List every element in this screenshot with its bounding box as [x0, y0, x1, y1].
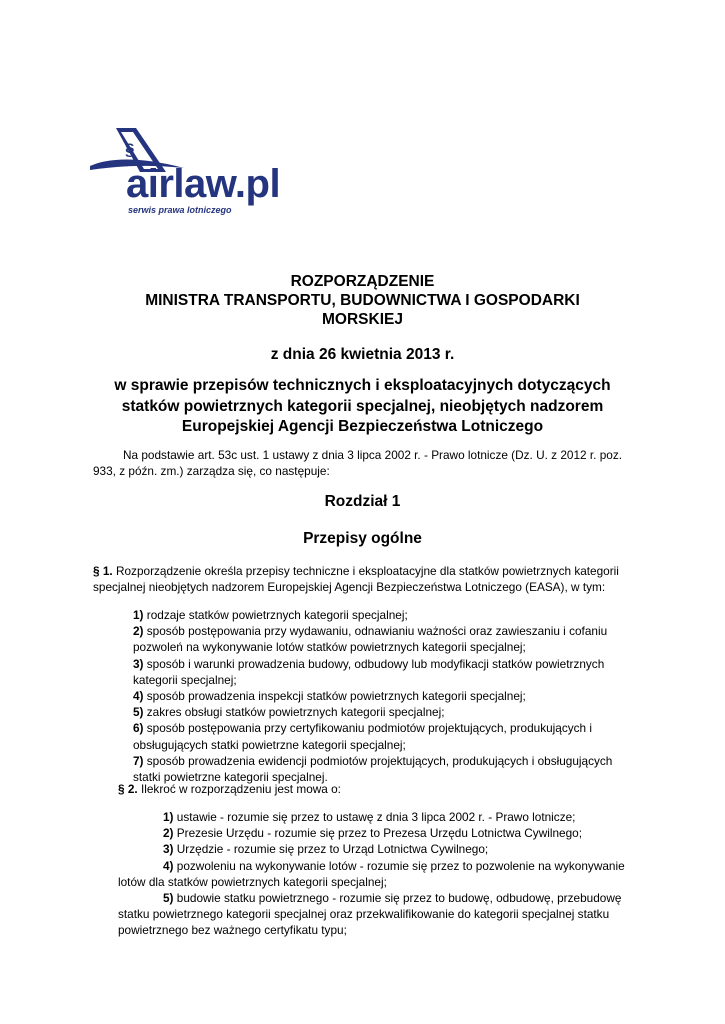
list-item	[118, 809, 633, 825]
paragraph-1	[93, 563, 628, 595]
document-title	[60, 272, 665, 329]
list-item	[133, 688, 633, 704]
item-number: 3)	[163, 842, 174, 857]
title-line-2: MINISTRA TRANSPORTU, BUDOWNICTWA I GOSPODARKI	[145, 292, 580, 309]
item-text: zakres obsługi statków powietrznych kategorii specjalnej;	[146, 705, 445, 720]
item-text: sposób prowadzenia inspekcji statków powietrznych kategorii specjalnej;	[146, 689, 526, 704]
item-text: rodzaje statków powietrznych kategorii specjalnej;	[146, 608, 408, 622]
item-number: 4)	[163, 858, 174, 873]
subject-line-2: statków powietrznych kategorii specjalnej, nieobjętych nadzorem	[121, 397, 604, 415]
paragraph-2	[118, 781, 618, 797]
item-number: 2)	[163, 826, 174, 841]
item-text: budowie statku powietrznego - rozumie się przez to budowę, odbudowę, przebudowę statku powietrznego kategorii specjalnej oraz przekwalifikowanie do kategorii specjalnej statku powietrznego bez ważnego certyfikatu typu;	[118, 891, 622, 938]
list-item	[118, 841, 633, 857]
title-line-3: MORSKIEJ	[322, 311, 403, 328]
item-number: 3)	[133, 656, 144, 671]
list-item	[133, 607, 633, 623]
list-item	[118, 890, 633, 939]
paragraph-text: Rozporządzenie określa przepisy techniczne i eksploatacyjne dla statków powietrznych kategorii specjalnej nieobjętych nadzorem Europejskiej Agencji Bezpieczeństwa Lotniczego (EASA), w tym:	[93, 564, 619, 595]
item-text: Prezesie Urzędu - rozumie się przez to Prezesa Urzędu Lotnictwa Cywilnego;	[176, 826, 582, 841]
list-item	[133, 704, 633, 720]
item-text: ustawie - rozumie się przez to ustawę z dnia 3 lipca 2002 r. - Prawo lotnicze;	[176, 810, 576, 824]
legal-basis: Na podstawie art. 53c ust. 1 ustawy z dnia 3 lipca 2002 r. - Prawo lotnicze (Dz. U. z 2012 r. poz. 933, z późn. zm.) zarządza się, co następuje:	[93, 448, 622, 479]
item-text: sposób i warunki prowadzenia budowy, odbudowy lub modyfikacji statków powietrznych kategorii specjalnej;	[133, 656, 605, 687]
paragraph-text: Ilekroć w rozporządzeniu jest mowa o:	[140, 782, 341, 796]
item-number: 2)	[133, 624, 144, 639]
paragraph-mark: § 1.	[93, 564, 113, 578]
item-number: 5)	[163, 891, 174, 906]
item-text: Urzędzie - rozumie się przez to Urząd Lotnictwa Cywilnego;	[176, 842, 489, 857]
logo-brand: airlaw.pl	[126, 162, 281, 206]
subject-line-3: Europejskiej Agencji Bezpieczeństwa Lotniczego	[181, 418, 544, 435]
item-number: 1)	[133, 608, 144, 622]
list-item	[133, 720, 633, 752]
item-number: 4)	[133, 689, 144, 704]
paragraph-1-list	[133, 607, 633, 785]
airlaw-logo	[88, 126, 288, 218]
list-item	[133, 623, 633, 655]
item-text: pozwoleniu na wykonywanie lotów - rozumie się przez to pozwolenie na wykonywanie lotów dla statków powietrznych kategorii specjalnej;	[118, 858, 625, 889]
chapter-name: Przepisy ogólne	[303, 530, 422, 547]
item-number: 6)	[133, 721, 144, 736]
logo-tagline: serwis prawa lotniczego	[128, 205, 232, 215]
document-date: z dnia 26 kwietnia 2013 r.	[270, 346, 455, 363]
item-text: sposób postępowania przy wydawaniu, odnawianiu ważności oraz zawieszaniu i cofaniu pozwoleń na wykonywanie lotów statków powietrznych kategorii specjalnej;	[133, 624, 608, 655]
list-item	[118, 825, 633, 841]
title-line-1: ROZPORZĄDZENIE	[290, 273, 435, 290]
item-number: 1)	[163, 810, 174, 824]
list-item	[118, 858, 633, 890]
item-number: 5)	[133, 705, 144, 720]
chapter-number: Rozdział 1	[324, 493, 401, 510]
list-item	[133, 656, 633, 688]
document-subject	[60, 376, 665, 438]
item-number: 7)	[133, 753, 144, 768]
section-symbol-icon: §	[125, 140, 135, 159]
paragraph-2-list	[118, 809, 633, 939]
subject-line-1: w sprawie przepisów technicznych i eksploatacyjnych dotyczących	[114, 377, 611, 394]
item-text: sposób postępowania przy certyfikowaniu podmiotów projektujących, produkujących i obsługujących statki powietrzne kategorii specjalnej;	[133, 721, 593, 752]
item-text: sposób prowadzenia ewidencji podmiotów projektujących, produkujących i obsługujących statki powietrzne kategorii specjalnej.	[133, 753, 613, 785]
paragraph-mark: § 2.	[118, 782, 138, 796]
